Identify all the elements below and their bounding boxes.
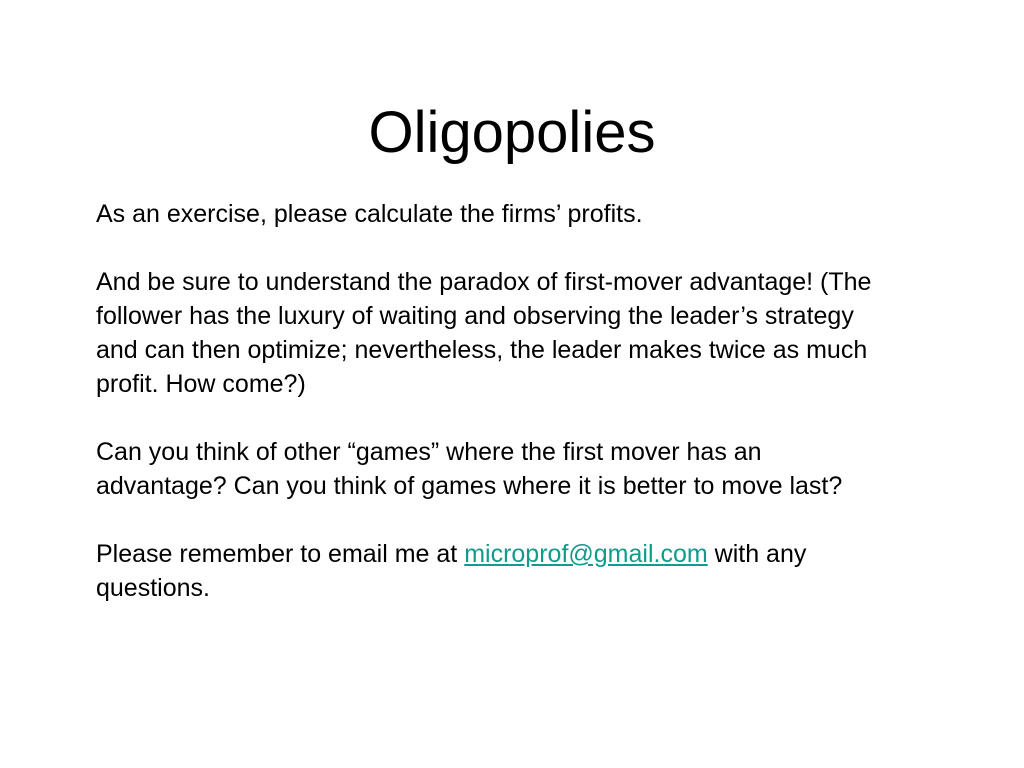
paragraph-first-mover: And be sure to understand the paradox of first-mover advantage! (The follower has the luxury of waiting and observing the leader’s strategy and can then optimize; nevertheless, the leader makes twice as much profit. How come?) (96, 268, 872, 398)
email-prefix-text: Please remember to email me at (96, 540, 465, 568)
paragraph-spacer (96, 401, 896, 435)
paragraph-exercise: As an exercise, please calculate the firms’ profits. (96, 200, 643, 228)
paragraph-spacer (96, 503, 896, 537)
email-suffix-text: with any questions. (96, 540, 807, 602)
paragraph-email (96, 537, 896, 605)
paragraph-games: Can you think of other “games” where the first mover has an advantage? Can you think of games where it is better to move last? (96, 438, 843, 500)
slide-title: Oligopolies (368, 100, 656, 165)
email-link[interactable]: microprof@gmail.com (464, 540, 708, 568)
slide-body (96, 197, 896, 605)
paragraph-spacer (96, 231, 896, 265)
